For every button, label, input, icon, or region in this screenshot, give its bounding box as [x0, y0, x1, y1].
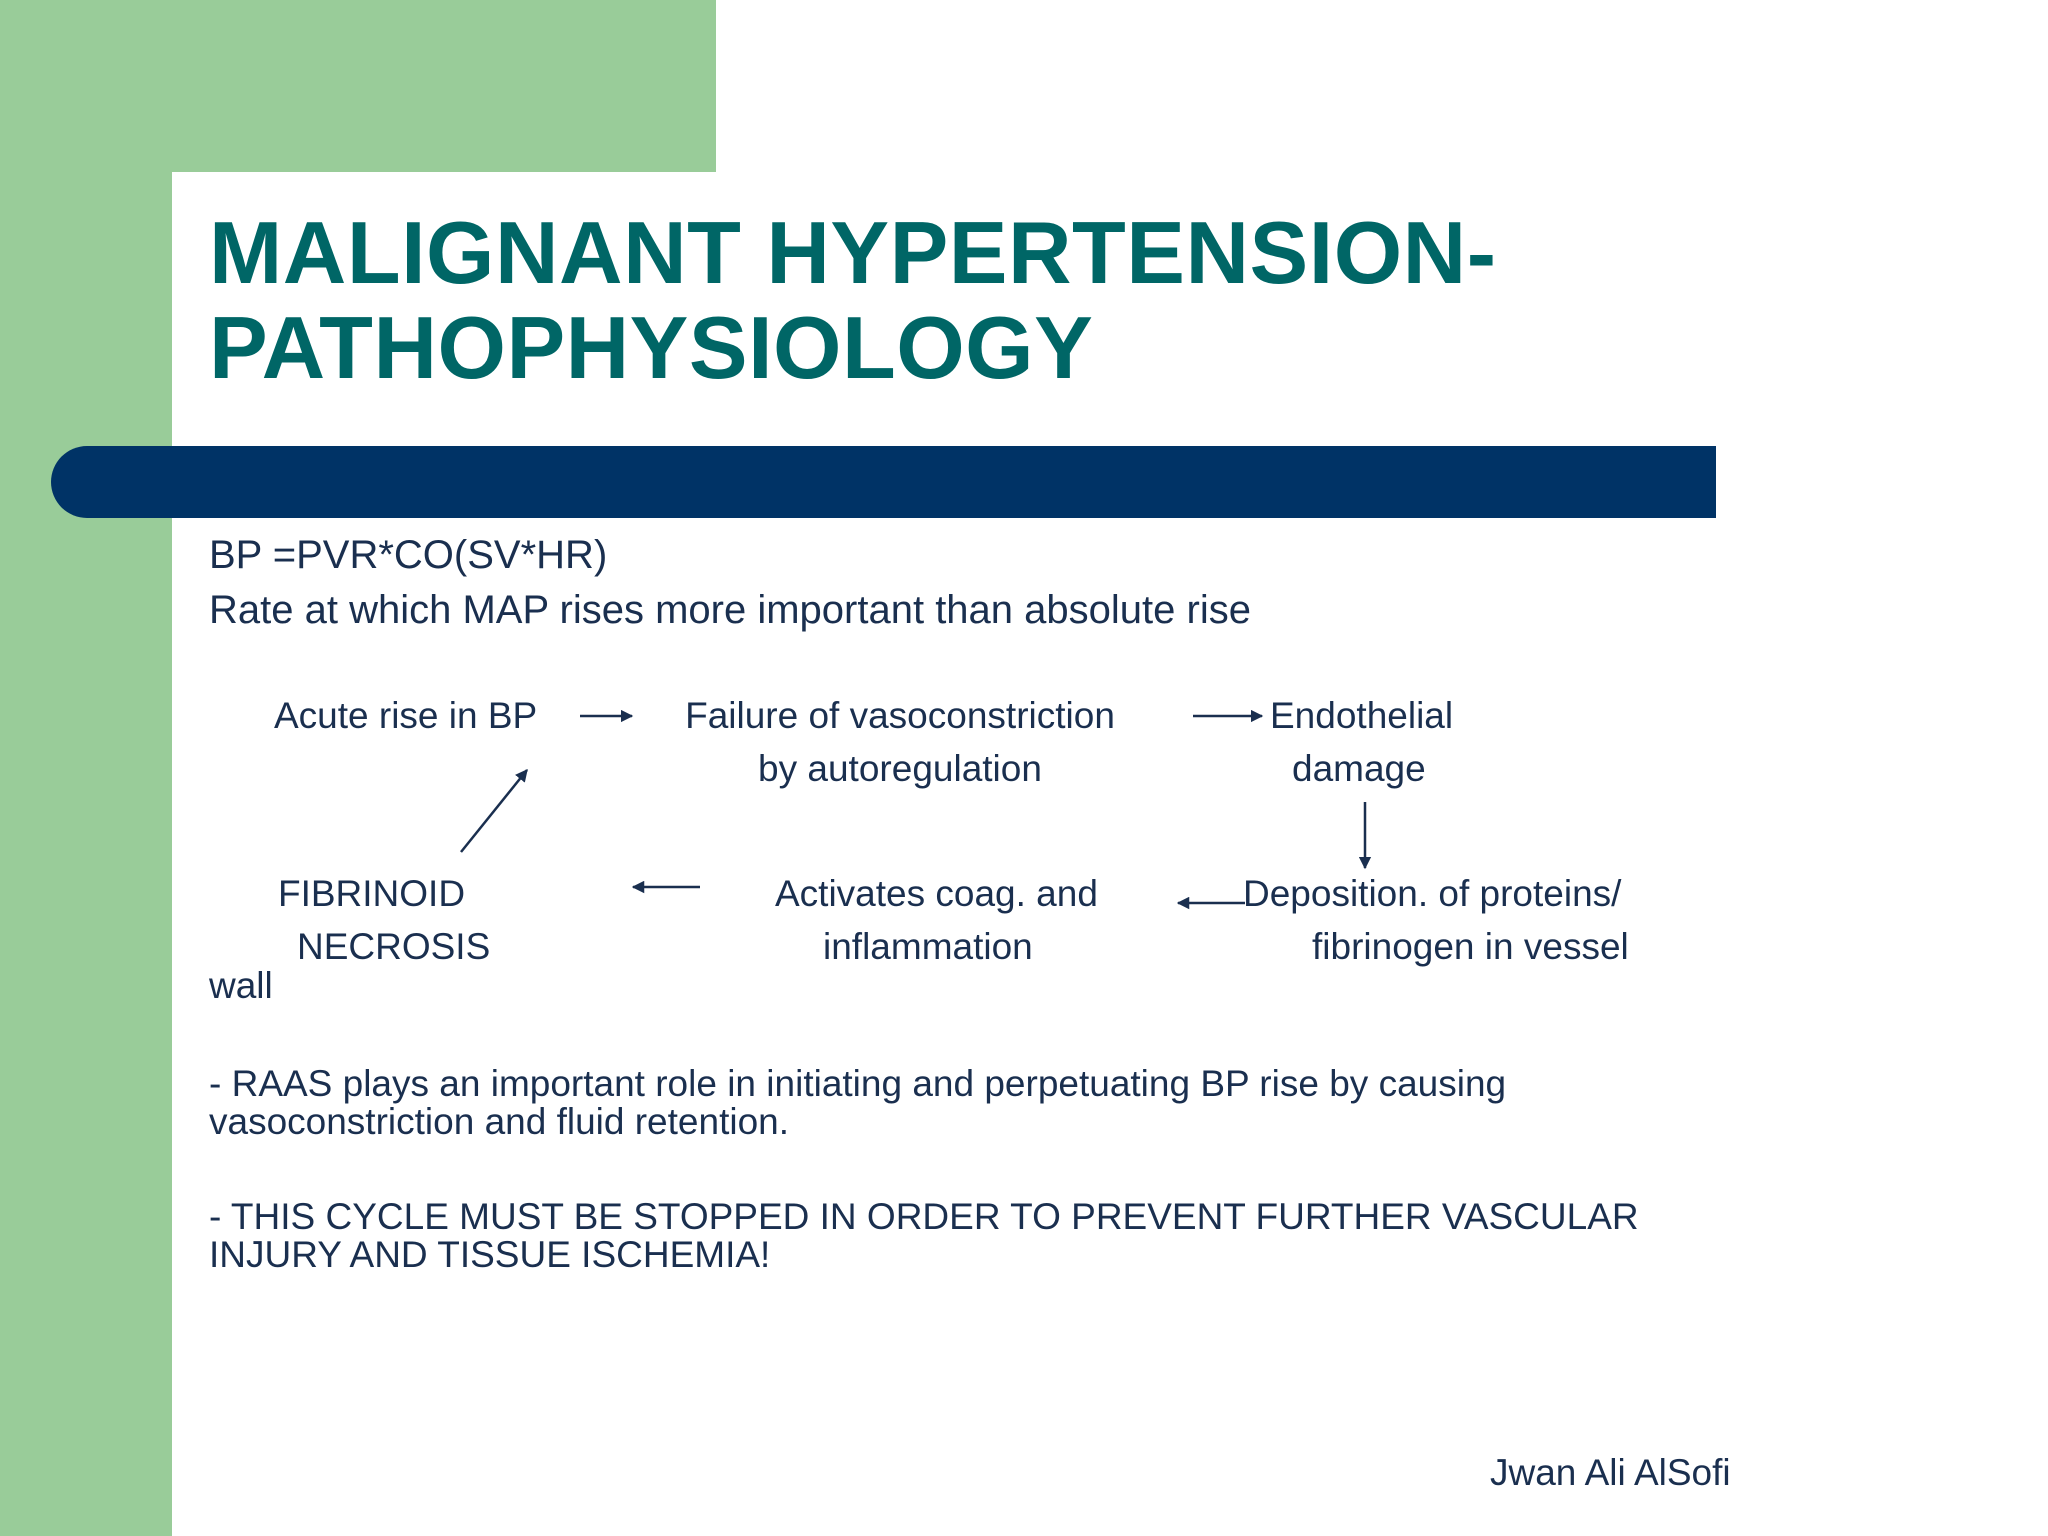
- node-fibrinoid-line1: FIBRINOID: [278, 873, 466, 914]
- title-line-1: MALIGNANT HYPERTENSION-: [209, 203, 1497, 302]
- author-credit: Jwan Ali AlSofi: [1490, 1452, 1731, 1493]
- title-line-2: PATHOPHYSIOLOGY: [209, 298, 1094, 397]
- green-side-strip: [0, 0, 172, 1536]
- map-rate-note: Rate at which MAP rises more important than absolute rise: [209, 588, 1251, 632]
- raas-note-line2: vasoconstriction and fluid retention.: [209, 1101, 790, 1142]
- node-endothelial-line1: Endothelial: [1270, 695, 1454, 736]
- node-failure-vasoconstriction-line2: by autoregulation: [758, 748, 1042, 789]
- node-fibrinoid-line2: NECROSIS: [297, 926, 491, 967]
- title-divider-bar: [51, 446, 1716, 518]
- node-activates-line2: inflammation: [823, 926, 1033, 967]
- bp-formula: BP =PVR*CO(SV*HR): [209, 533, 608, 577]
- slide-title: [209, 205, 1497, 395]
- cycle-warning-line1: - THIS CYCLE MUST BE STOPPED IN ORDER TO PREVENT FURTHER VASCULAR: [209, 1196, 1639, 1237]
- node-activates-line1: Activates coag. and: [775, 873, 1098, 914]
- node-acute-rise: Acute rise in BP: [274, 695, 538, 736]
- node-deposition-line1: Deposition. of proteins/: [1243, 873, 1622, 914]
- node-deposition-wall: wall: [209, 965, 273, 1006]
- raas-note-line1: - RAAS plays an important role in initiating and perpetuating BP rise by causing: [209, 1063, 1507, 1104]
- node-failure-vasoconstriction-line1: Failure of vasoconstriction: [685, 695, 1115, 736]
- cycle-warning-line2: INJURY AND TISSUE ISCHEMIA!: [209, 1234, 771, 1275]
- node-endothelial-line2: damage: [1292, 748, 1426, 789]
- node-deposition-line2: fibrinogen in vessel: [1312, 926, 1629, 967]
